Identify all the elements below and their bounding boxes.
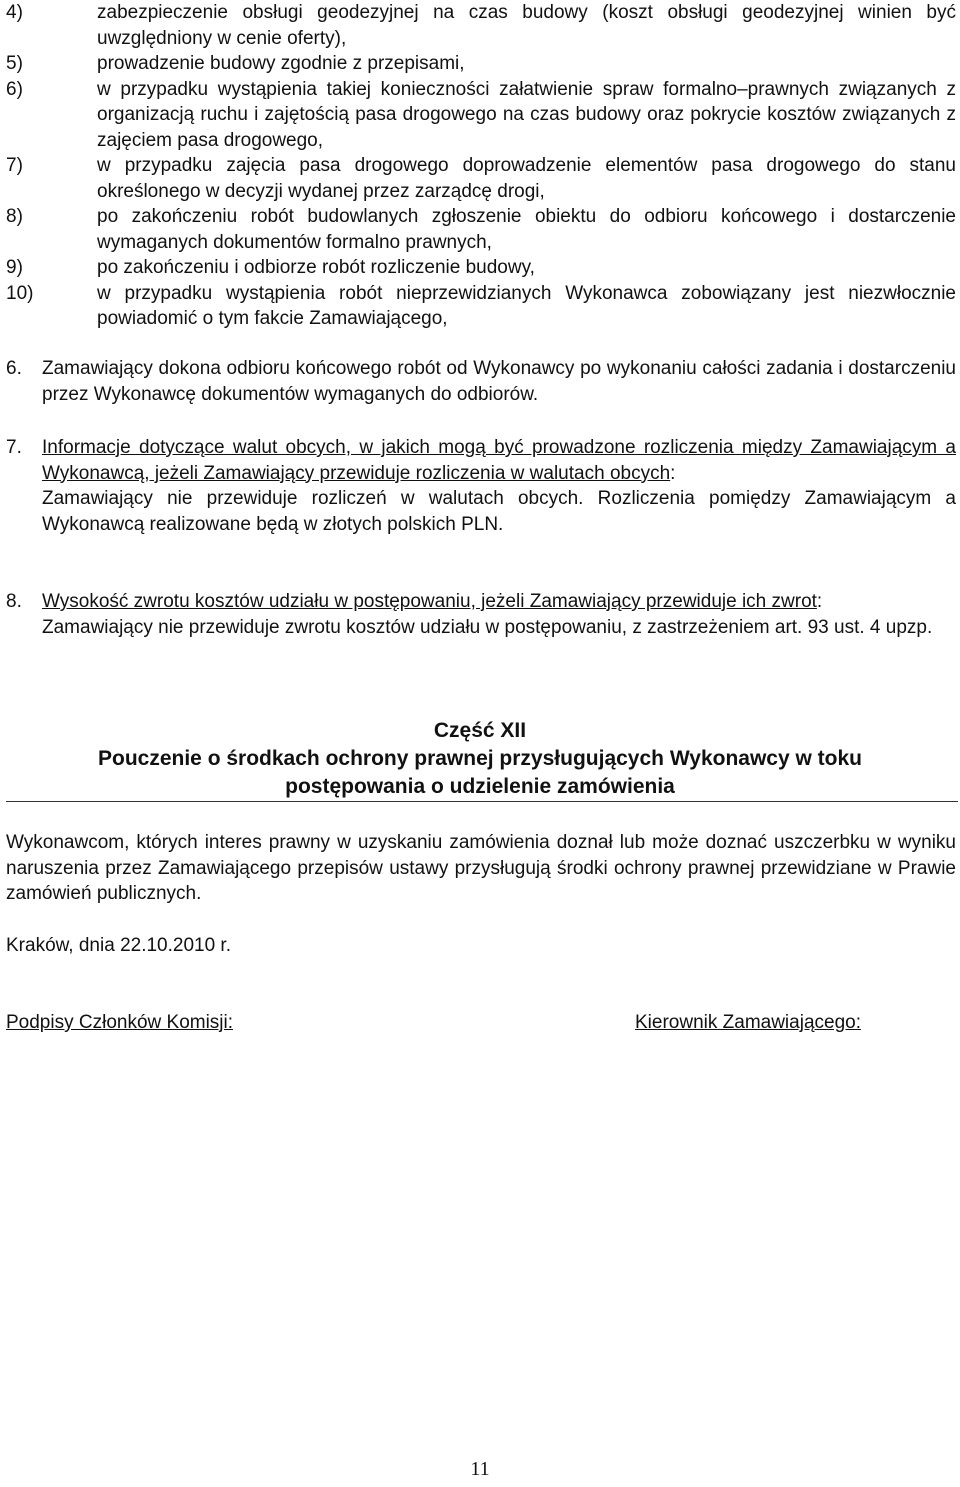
section-number: 7.: [6, 437, 22, 458]
page-number: 11: [470, 1458, 490, 1480]
section-8-text: Zamawiający nie przewiduje zwrotu kosztów udziału w postępowaniu, z zastrzeżeniem art. 93 ust. 4 upzp.: [42, 616, 933, 638]
section-7-heading: [42, 435, 956, 486]
place-date: Kraków, dnia 22.10.2010 r.: [6, 935, 231, 956]
list-item-text: w przypadku zajęcia pasa drogowego doprowadzenie elementów pasa drogowego do stanu określonego w decyzji wydanej przez zarządcę drogi,: [97, 155, 956, 202]
list-item: [6, 153, 956, 204]
list-item: [6, 281, 956, 332]
section-7: [6, 435, 956, 537]
list-item-text: po zakończeniu robót budowlanych zgłoszenie obiektu do odbioru końcowego i dostarczenie wymaganych dokumentów formalno prawnych,: [97, 206, 956, 253]
part-subtitle-line-1: Pouczenie o środkach ochrony prawnej przysługujących Wykonawcy w toku: [98, 747, 862, 770]
section-8-heading: [42, 589, 956, 615]
section-8: [6, 589, 956, 640]
list-item-number: 7): [6, 155, 23, 176]
list-item: [6, 51, 956, 77]
section-8-heading-text: Wysokość zwrotu kosztów udziału w postępowaniu, jeżeli Zamawiający przewiduje ich zwrot: [42, 591, 817, 612]
section-number: 6.: [6, 358, 22, 379]
section-7-heading-text: Informacje dotyczące walut obcych, w jakich mogą być prowadzone rozliczenia między Zamawiającym a Wykonawcą, jeżeli Zamawiający przewiduje rozliczenia w walutach obcych: [42, 437, 956, 484]
list-item: [6, 255, 956, 281]
list-item-text: po zakończeniu i odbiorze robót rozliczenie budowy,: [97, 257, 535, 278]
manager-signature-label: Kierownik Zamawiającego:: [635, 1012, 861, 1033]
part-title: Część XII: [433, 719, 527, 742]
list-item-number: 5): [6, 53, 23, 74]
part-subtitle-line-2: postępowania o udzielenie zamówienia: [285, 775, 675, 798]
committee-signatures-label: Podpisy Członków Komisji:: [6, 1012, 234, 1033]
list-item-number: 4): [6, 2, 23, 23]
list-item-text: w przypadku wystąpienia robót nieprzewidzianych Wykonawca zobowiązany jest niezwłocznie powiadomić o tym fakcie Zamawiającego,: [97, 282, 956, 329]
section-8-colon: :: [816, 591, 823, 612]
list-item-text: prowadzenie budowy zgodnie z przepisami,: [97, 53, 465, 74]
list-item: [6, 0, 956, 51]
section-number: 8.: [6, 591, 22, 612]
section-6-text: Zamawiający dokona odbioru końcowego robót od Wykonawcy po wykonaniu całości zadania i dostarczeniu przez Wykonawcę dokumentów wymaganych do odbiorów.: [42, 358, 956, 405]
list-item-number: 6): [6, 78, 23, 100]
list-item-text: w przypadku wystąpienia takiej konieczności załatwienie spraw formalno–prawnych związanych z organizacją ruchu i zajętością pasa drogowego na czas budowy oraz pokrycie kosztów związanych z zajęciem pasa drogowego,: [97, 78, 956, 151]
divider: [6, 801, 958, 802]
task-list: [6, 0, 956, 332]
list-item-number: 10): [6, 282, 34, 304]
section-7-colon: :: [670, 462, 676, 484]
list-item-number: 9): [6, 257, 23, 278]
pouczenie-text: Wykonawcom, których interes prawny w uzyskaniu zamówienia doznał lub może doznać uszczerbku w wyniku naruszenia przez Zamawiającego przepisów ustawy przysługują środki ochrony prawnej przewidziane w Prawie zamówień publicznych.: [6, 832, 956, 904]
list-item: [6, 77, 956, 154]
section-7-text: Zamawiający nie przewiduje rozliczeń w walutach obcych. Rozliczenia pomiędzy Zamawiającym a Wykonawcą realizowane będą w złotych polskich PLN.: [42, 488, 956, 535]
list-item: [6, 204, 956, 255]
list-item-number: 8): [6, 206, 23, 227]
section-6: [6, 356, 956, 407]
list-item-text: zabezpieczenie obsługi geodezyjnej na czas budowy (koszt obsługi geodezyjnej winien być uwzględniony w cenie oferty),: [97, 2, 956, 49]
